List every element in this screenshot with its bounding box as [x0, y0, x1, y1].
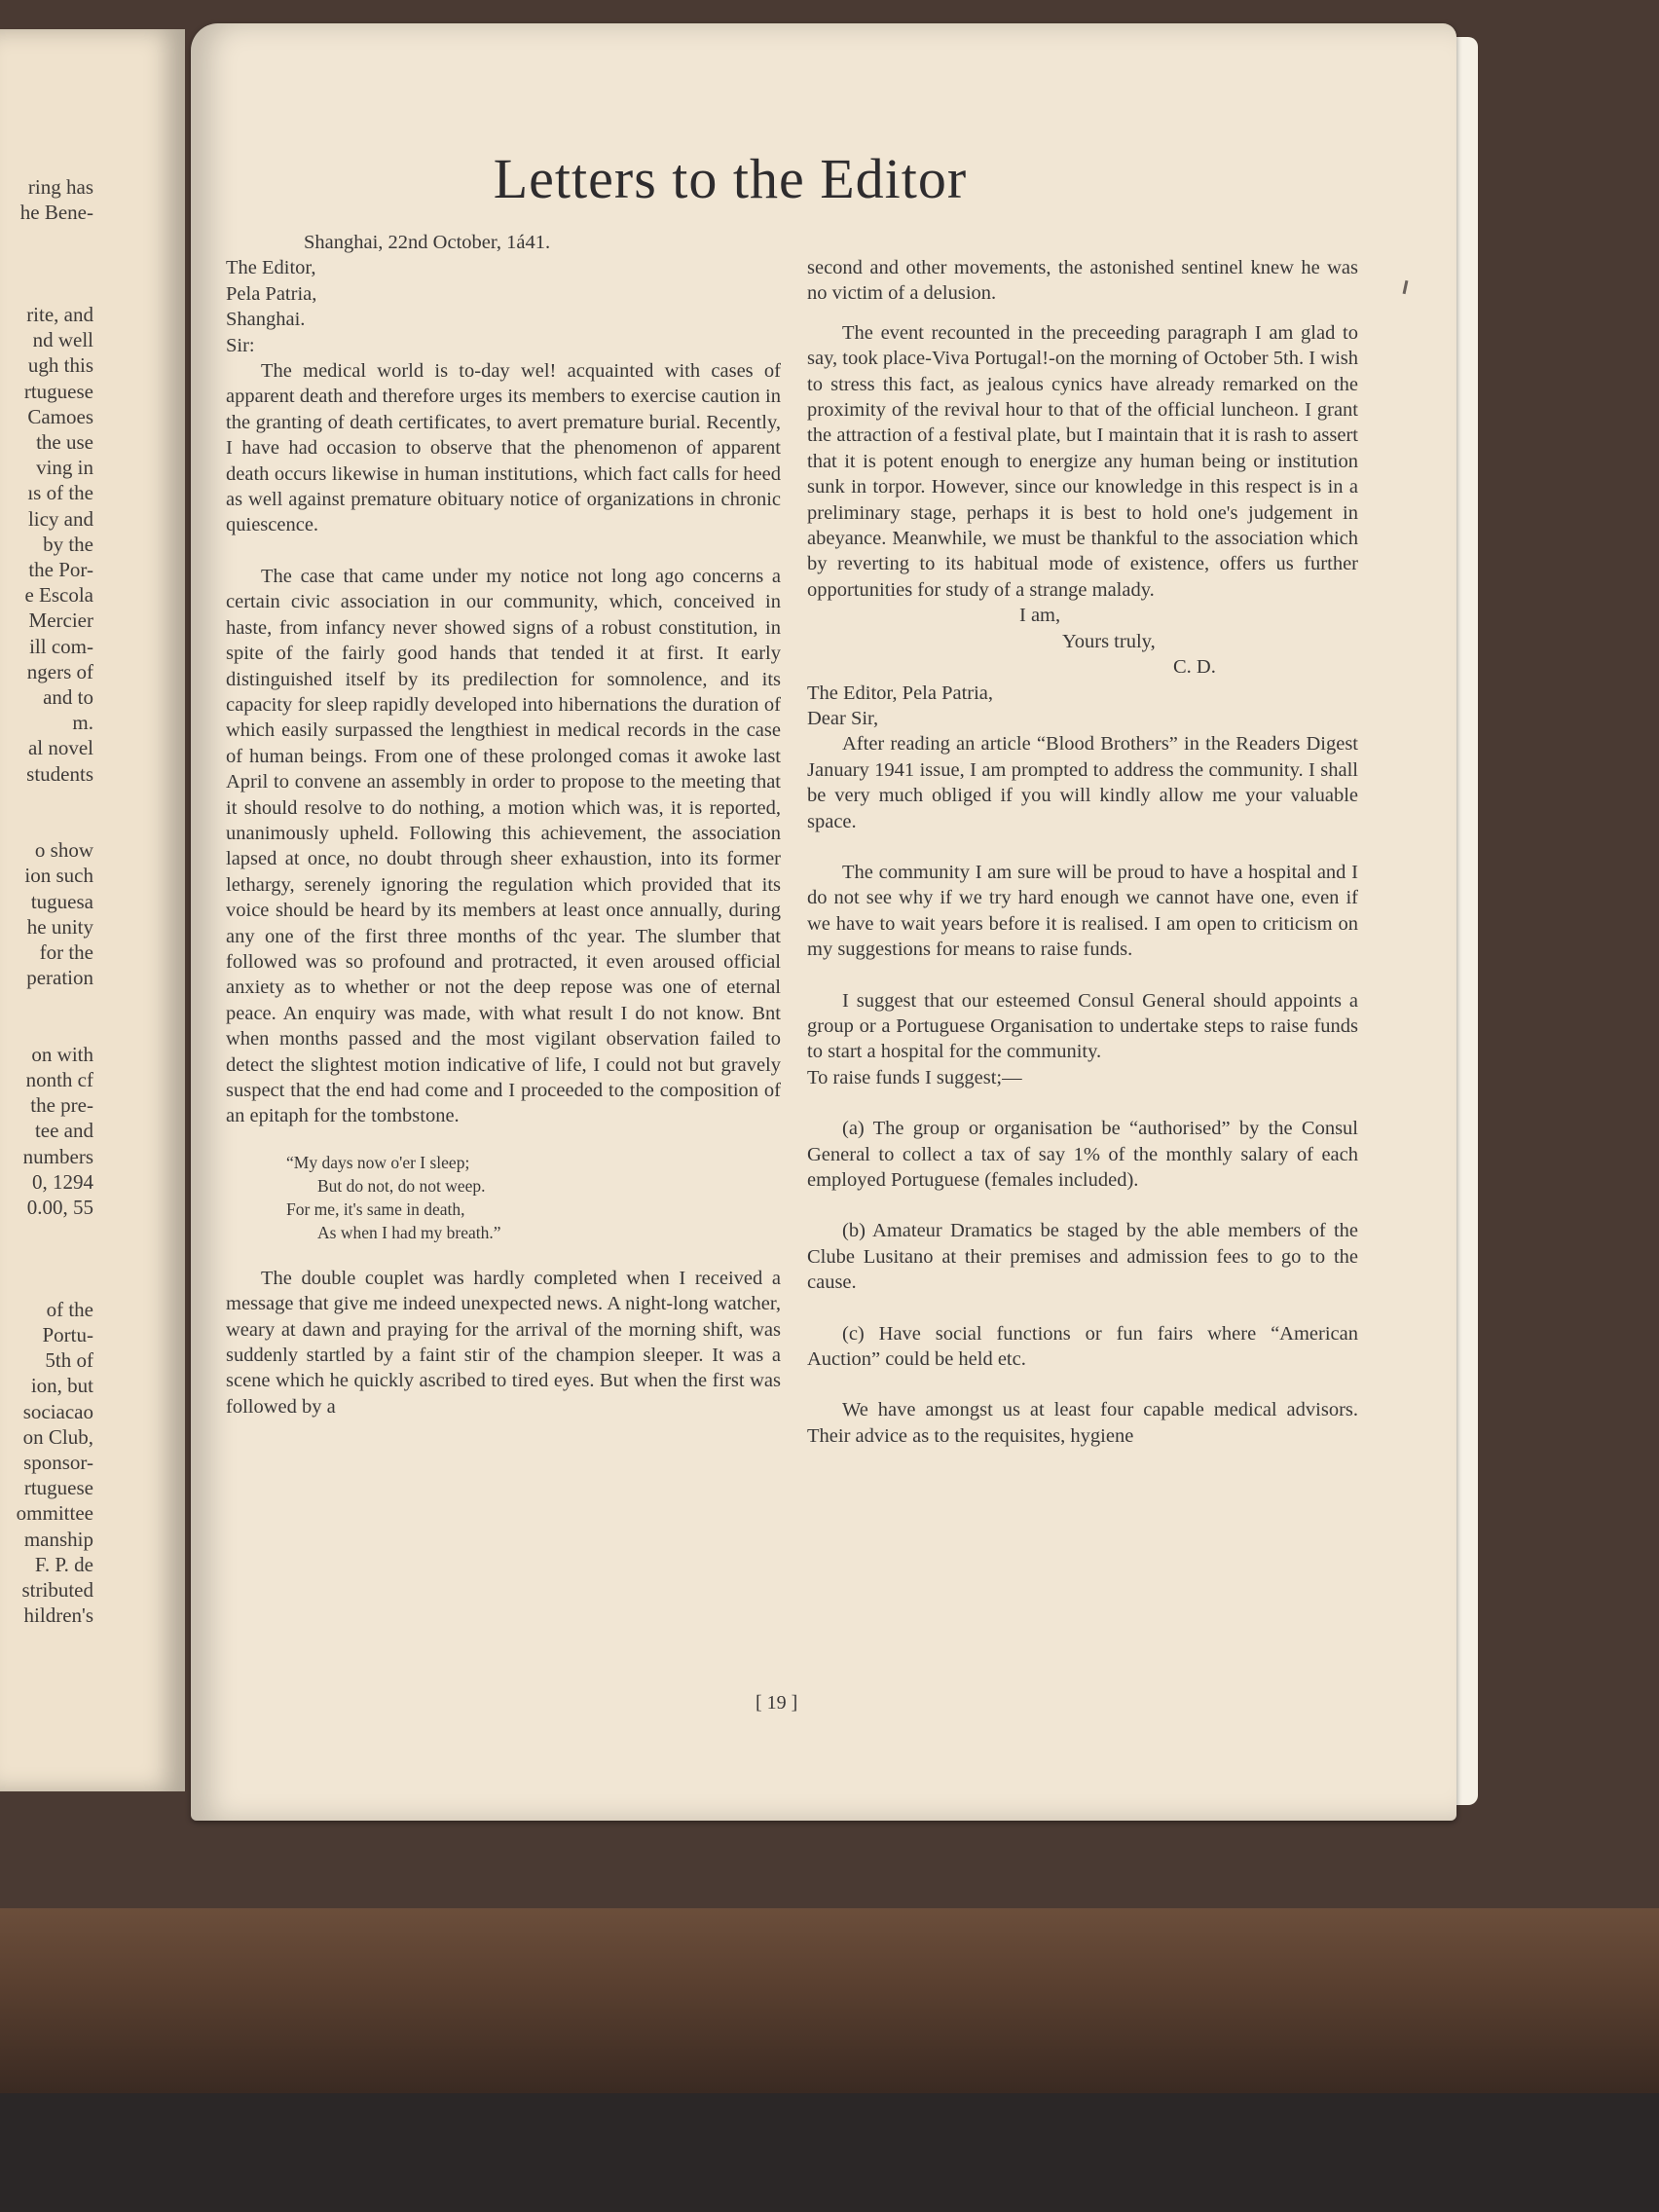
- left-page-fragment: manship: [23, 1527, 93, 1551]
- left-page-fragment: the pre-: [30, 1093, 93, 1118]
- left-page-fragment: stributed: [21, 1578, 93, 1602]
- left-page-fragment: the use: [36, 430, 93, 454]
- left-page-fragment: 5th of: [45, 1348, 93, 1373]
- left-page-fragment: e Escola: [24, 583, 93, 608]
- left-page-fragment: ugh this: [27, 353, 93, 378]
- left-page-fragment: F. P. de: [34, 1552, 93, 1576]
- suggestion-item: (a) The group or organisation be “authorised” by the Consul General to collect a tax of say 1% of the monthly salary of each employed Portuguese (females included).: [807, 1118, 1358, 1191]
- left-page-fragment: 0, 1294: [32, 1169, 93, 1194]
- left-page-fragment: ion such: [24, 864, 93, 888]
- left-page: [0, 29, 185, 1791]
- left-page-fragment: Mercier: [28, 608, 93, 633]
- page-title: Letters to the Editor: [493, 147, 968, 210]
- left-page-fragment: for the: [39, 940, 93, 964]
- desk-edge: [0, 1908, 1659, 2093]
- left-page-fragment: ring has: [27, 175, 93, 199]
- left-page-fragment: and to: [43, 685, 93, 709]
- left-page-fragment: rtuguese: [23, 379, 93, 403]
- left-page-fragment: ion, but: [30, 1374, 93, 1398]
- poem-line: As when I had my breath.”: [317, 1222, 501, 1242]
- address-line: Pela Patria,: [226, 282, 317, 305]
- address-line: Sir:: [226, 334, 255, 356]
- left-page-fragment: rite, and: [26, 303, 93, 326]
- left-page-fragment: on with: [31, 1042, 93, 1066]
- left-page-fragment: ommittee: [16, 1501, 93, 1526]
- paragraph-continuation: second and other movements, the astonished sentinel knew he was no victim of a delusion.: [807, 257, 1358, 305]
- suggestion-item: (b) Amateur Dramatics be staged by the able members of the Clube Lusitano at their premises and admission fees to go to the cause.: [807, 1220, 1358, 1294]
- left-page-fragment: tuguesa: [30, 889, 93, 913]
- poem-line: But do not, do not weep.: [317, 1175, 486, 1196]
- suggestion-item: (c) Have social functions or fun fairs where “American Auction” could be held etc.: [807, 1322, 1358, 1371]
- paragraph: We have amongst us at least four capable medical advisors. Their advice as to the requisites, hygiene: [807, 1399, 1358, 1447]
- closing-line: Yours truly,: [1062, 630, 1156, 652]
- paragraph: The case that came under my notice not long ago concerns a certain civic association in our community, which, conceived in haste, from infancy never showed signs of a robust constitution, in spite of the fairly good hands that tended it at first. It early distinguished itself by its predilection for somnolence, and its capacity for sleep rapidly developed into hibernations the duration of which easily surpassed the lengthiest in medical records in the case of human beings. From one of these prolonged comas it awoke last April to convene an assembly in order to propose to the meeting that it should resolve to do nothing, a motion which was, it is reported, unanimously upheld. Following this achievement, the association lapsed at once, no doubt through sheer exhaustion, into its former lethargy, serenely ignoring the regulation which provided that its voice should be heard by its members at least once annually, during any one of the first three months of thc year. The slumber that followed was so profound and protracted, it even aroused official anxiety as to whether or not the deep repose was one of eternal peace. An enquiry was made, with what result I do not know. Bnt when months passed and the most vigilant observation failed to detect the slightest motion indicative of life, I could not but gravely suspect that the end had come and I proceeded to the composition of an epitaph for the tombstone.: [226, 565, 781, 1127]
- left-page-fragment: o show: [34, 838, 93, 863]
- salutation: Dear Sir,: [807, 707, 879, 729]
- poem-line: “My days now o'er I sleep;: [286, 1152, 470, 1172]
- left-page-fragment: ıs of the: [27, 481, 93, 505]
- left-page-fragment: of the: [46, 1297, 93, 1321]
- paragraph: The community I am sure will be proud to have a hospital and I do not see why if we try hard enough we cannot have one, even if we have to wait years before it is realised. I am open to criticism on my suggestions for means to raise funds.: [807, 861, 1358, 961]
- left-page-fragment: sponsor-: [23, 1451, 93, 1474]
- left-page-fragment: hildren's: [23, 1604, 93, 1628]
- left-page-fragment: 0.00, 55: [26, 1196, 93, 1219]
- paragraph: After reading an article “Blood Brothers” in the Readers Digest January 1941 issue, I am prompted to address the community. I shall be very much obliged if you will kindly allow me your valuable space.: [807, 733, 1358, 832]
- left-page-fragment: ill com-: [29, 634, 93, 658]
- left-page-fragment: nd well: [32, 328, 93, 352]
- left-page-fragment: numbers: [22, 1144, 93, 1168]
- address-line: The Editor, Pela Patria,: [807, 682, 994, 704]
- paragraph: To raise funds I suggest;—: [807, 1066, 1022, 1088]
- left-page-fragment: Portu-: [42, 1323, 93, 1346]
- left-page-fragment: the Por-: [28, 558, 93, 581]
- left-page-fragment: on Club,: [22, 1424, 93, 1449]
- column-left: [226, 230, 781, 1419]
- left-page-fragment: peration: [26, 966, 93, 990]
- address-line: The Editor,: [226, 257, 316, 279]
- page-number: [ 19 ]: [756, 1692, 798, 1714]
- left-page-fragment: licy and: [27, 506, 93, 531]
- dateline: Shanghai, 22nd October, 1á41.: [304, 232, 551, 253]
- left-page-fragment: ngers of: [26, 659, 93, 683]
- left-page-fragment: m.: [72, 711, 93, 735]
- closing-line: I am,: [1019, 605, 1061, 627]
- epitaph-poem: [286, 1151, 781, 1244]
- left-page-fragment: Camoes: [27, 404, 93, 428]
- left-page-fragment: he Bene-: [19, 201, 93, 225]
- paragraph: The event recounted in the preceeding paragraph I am glad to say, took place-Viva Portugal!-on the morning of October 5th. I wish to stress this fact, as jealous cynics have already remarked on the proximity of the revival hour to that of the official luncheon. I grant the attraction of a festival plate, but I maintain that it is rash to assert that it is potent enough to energize any human being or institution sunk in torpor. However, since our knowledge in this respect is in a preliminary stage, perhaps it is best to hold one's judgement in abeyance. Meanwhile, we must be thankful to the association which by reverting to its habitual mode of existence, offers us further opportunities for study of a strange malady.: [807, 321, 1358, 601]
- paragraph: The double couplet was hardly completed when I received a message that give me indeed unexpected news. A night-long watcher, weary at dawn and praying for the arrival of the morning shift, was suddenly startled by a faint stir of the champion sleeper. It was a scene which he quickly ascribed to tired eyes. But when the first was followed by a: [226, 1267, 781, 1418]
- left-page-fragment: al novel: [27, 736, 93, 760]
- paragraph: The medical world is to-day wel! acquainted with cases of apparent death and therefore urges its members to exercise caution in the granting of death certificates, to avert premature burial. Recently, I have had occasion to observe that the phenomenon of apparent death occurs likewise in human institutions, which fact calls for heed as well against premature obituary notice of organizations in chronic quiescence.: [226, 360, 781, 536]
- paragraph: I suggest that our esteemed Consul General should appoints a group or a Portuguese Organisation to undertake steps to raise funds to start a hospital for the community.: [807, 989, 1358, 1063]
- signature: C. D.: [1173, 656, 1216, 679]
- left-page-fragment: he unity: [26, 914, 93, 939]
- column-right: [807, 255, 1358, 1449]
- left-page-fragment: students: [26, 761, 93, 786]
- left-page-fragment: tee and: [34, 1119, 93, 1143]
- floor: [0, 2093, 1659, 2212]
- address-line: Shanghai.: [226, 309, 306, 331]
- left-page-fragment: ving in: [36, 456, 93, 480]
- left-page-fragment: sociacao: [22, 1399, 93, 1423]
- left-page-fragment: nonth cf: [25, 1068, 93, 1091]
- left-page-fragment: rtuguese: [23, 1476, 93, 1500]
- poem-line: For me, it's same in death,: [286, 1198, 465, 1219]
- left-page-fragment: by the: [43, 532, 93, 556]
